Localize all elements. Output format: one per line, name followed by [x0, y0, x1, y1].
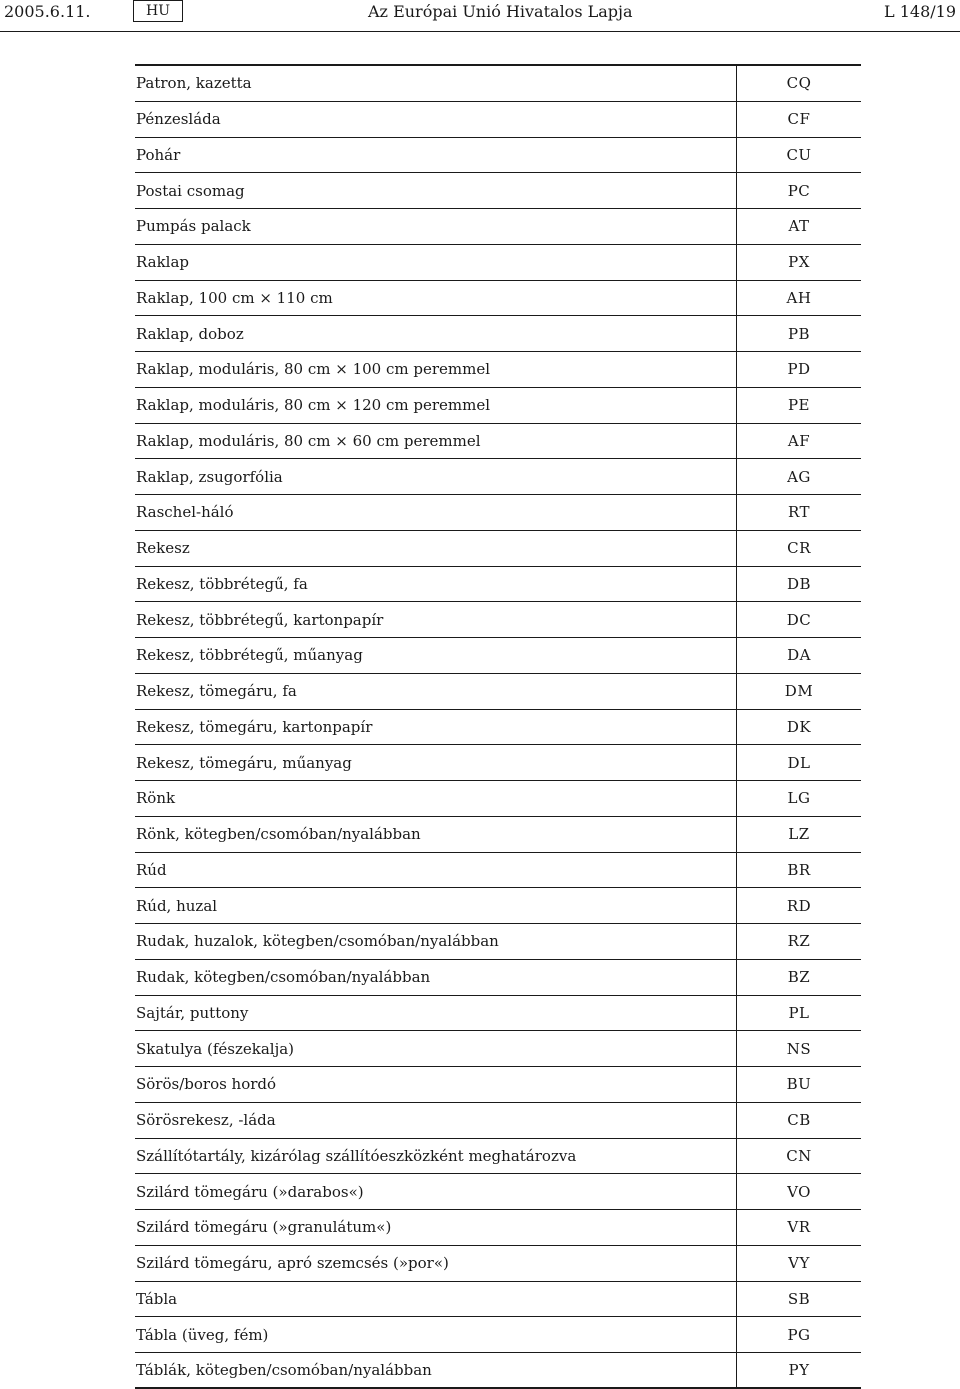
package-name: Rekesz: [136, 539, 190, 558]
package-name: Rekesz, többrétegű, fa: [136, 574, 308, 593]
package-name: Szilárd tömegáru (»darabos«): [136, 1182, 364, 1201]
package-code: AF: [787, 431, 811, 450]
package-name: Rúd: [136, 860, 167, 879]
package-name: Pénzesláda: [136, 110, 221, 129]
table-row: [135, 1210, 861, 1246]
package-code: CF: [787, 110, 811, 129]
publication-date: 2005.6.11.: [4, 2, 91, 21]
package-code: CR: [787, 539, 811, 558]
package-code: CB: [787, 1111, 811, 1130]
package-code: AG: [787, 467, 811, 486]
header-divider: [0, 31, 960, 32]
package-name: Pohár: [136, 145, 181, 164]
package-code: DM: [784, 682, 814, 701]
package-name: Pumpás palack: [136, 217, 251, 236]
table-row: [135, 281, 861, 317]
package-name: Rekesz, többrétegű, műanyag: [136, 646, 363, 665]
table-row: [135, 424, 861, 460]
package-name: Táblák, kötegben/csomóban/nyalábban: [136, 1360, 432, 1379]
package-name: Rudak, huzalok, kötegben/csomóban/nyalábban: [136, 932, 499, 951]
table-row: [135, 1067, 861, 1103]
table-row: [135, 531, 861, 567]
package-name: Raklap, zsugorfólia: [136, 467, 283, 486]
table-row: [135, 316, 861, 352]
package-code: DB: [786, 574, 812, 593]
package-code: VO: [787, 1182, 811, 1201]
package-code: PD: [787, 360, 811, 379]
package-code: DK: [786, 717, 812, 736]
table-row: [135, 710, 861, 746]
package-name: Raklap, doboz: [136, 324, 244, 343]
package-code: CN: [786, 1146, 812, 1165]
journal-title: Az Európai Unió Hivatalos Lapja: [368, 2, 633, 21]
table-row: [135, 888, 861, 924]
package-code: BZ: [787, 968, 811, 987]
table-row: [135, 173, 861, 209]
table-row: [135, 1031, 861, 1067]
page-header: [0, 0, 960, 30]
package-name: Raklap, moduláris, 80 cm × 60 cm peremmel: [136, 431, 481, 450]
table-row: [135, 138, 861, 174]
table-row: [135, 745, 861, 781]
package-code: VY: [788, 1254, 810, 1273]
package-code: AH: [786, 288, 812, 307]
package-code: LG: [787, 789, 811, 808]
package-code: DL: [787, 753, 811, 772]
table-row: [135, 1353, 861, 1389]
package-name: Rönk, kötegben/csomóban/nyalábban: [136, 825, 421, 844]
page-reference: L 148/19: [884, 2, 956, 21]
package-code: BR: [787, 860, 811, 879]
package-code: RD: [786, 896, 812, 915]
package-code: NS: [786, 1039, 812, 1058]
package-name: Rúd, huzal: [136, 896, 218, 915]
table-row: [135, 567, 861, 603]
package-name: Rekesz, tömegáru, fa: [136, 682, 297, 701]
table-row: [135, 924, 861, 960]
package-name: Szilárd tömegáru, apró szemcsés (»por«): [136, 1254, 449, 1273]
table-row: [135, 388, 861, 424]
package-code: PE: [787, 396, 811, 415]
table-row: [135, 817, 861, 853]
table-row: [135, 1317, 861, 1353]
package-name: Szilárd tömegáru (»granulátum«): [136, 1218, 392, 1237]
table-row: [135, 853, 861, 889]
package-code: PC: [787, 181, 811, 200]
package-code: LZ: [788, 825, 810, 844]
table-row: [135, 1139, 861, 1175]
table-row: [135, 781, 861, 817]
table-row: [135, 674, 861, 710]
package-code: DC: [786, 610, 812, 629]
table-row: [135, 66, 861, 102]
package-code: CU: [786, 145, 812, 164]
table-row: [135, 245, 861, 281]
package-name: Postai csomag: [136, 181, 245, 200]
package-code: CQ: [786, 74, 812, 93]
package-name: Sörösrekesz, -láda: [136, 1111, 276, 1130]
package-name: Rekesz, többrétegű, kartonpapír: [136, 610, 384, 629]
package-name: Szállítótartály, kizárólag szállítóeszközként meghatározva: [136, 1146, 577, 1165]
package-name: Tábla: [136, 1289, 178, 1308]
package-name: Tábla (üveg, fém): [136, 1325, 269, 1344]
table-row: [135, 209, 861, 245]
package-code: PX: [788, 253, 810, 272]
table-row: [135, 602, 861, 638]
table-row: [135, 1103, 861, 1139]
package-name: Sörös/boros hordó: [136, 1075, 277, 1094]
package-code: VR: [787, 1218, 811, 1237]
package-name: Skatulya (fészekalja): [136, 1039, 295, 1058]
package-name: Rönk: [136, 789, 176, 808]
package-name: Rekesz, tömegáru, kartonpapír: [136, 717, 373, 736]
package-code: SB: [787, 1289, 811, 1308]
package-name: Rekesz, tömegáru, műanyag: [136, 753, 352, 772]
package-name: Raklap, 100 cm × 110 cm: [136, 288, 333, 307]
package-code: RZ: [787, 932, 811, 951]
table-row: [135, 996, 861, 1032]
package-code: PB: [787, 324, 811, 343]
table-row: [135, 960, 861, 996]
table-row: [135, 352, 861, 388]
package-name: Patron, kazetta: [136, 74, 252, 93]
package-code: DA: [787, 646, 811, 665]
packaging-code-table: [135, 64, 861, 1389]
table-row: [135, 102, 861, 138]
package-name: Raschel-háló: [136, 503, 234, 522]
package-name: Raklap, moduláris, 80 cm × 120 cm peremmel: [136, 396, 491, 415]
language-badge: HU: [133, 0, 183, 22]
package-code: PY: [788, 1360, 810, 1379]
table-row: [135, 1282, 861, 1318]
package-name: Raklap, moduláris, 80 cm × 100 cm peremmel: [136, 360, 491, 379]
package-code: PG: [787, 1325, 811, 1344]
package-name: Rudak, kötegben/csomóban/nyalábban: [136, 968, 431, 987]
table-row: [135, 1174, 861, 1210]
table-row: [135, 1246, 861, 1282]
package-name: Raklap: [136, 253, 190, 272]
table-row: [135, 459, 861, 495]
package-name: Sajtár, puttony: [136, 1003, 249, 1022]
package-code: BU: [786, 1075, 812, 1094]
table-row: [135, 638, 861, 674]
table-row: [135, 495, 861, 531]
package-code: PL: [788, 1003, 810, 1022]
package-code: AT: [788, 217, 810, 236]
package-code: RT: [787, 503, 811, 522]
